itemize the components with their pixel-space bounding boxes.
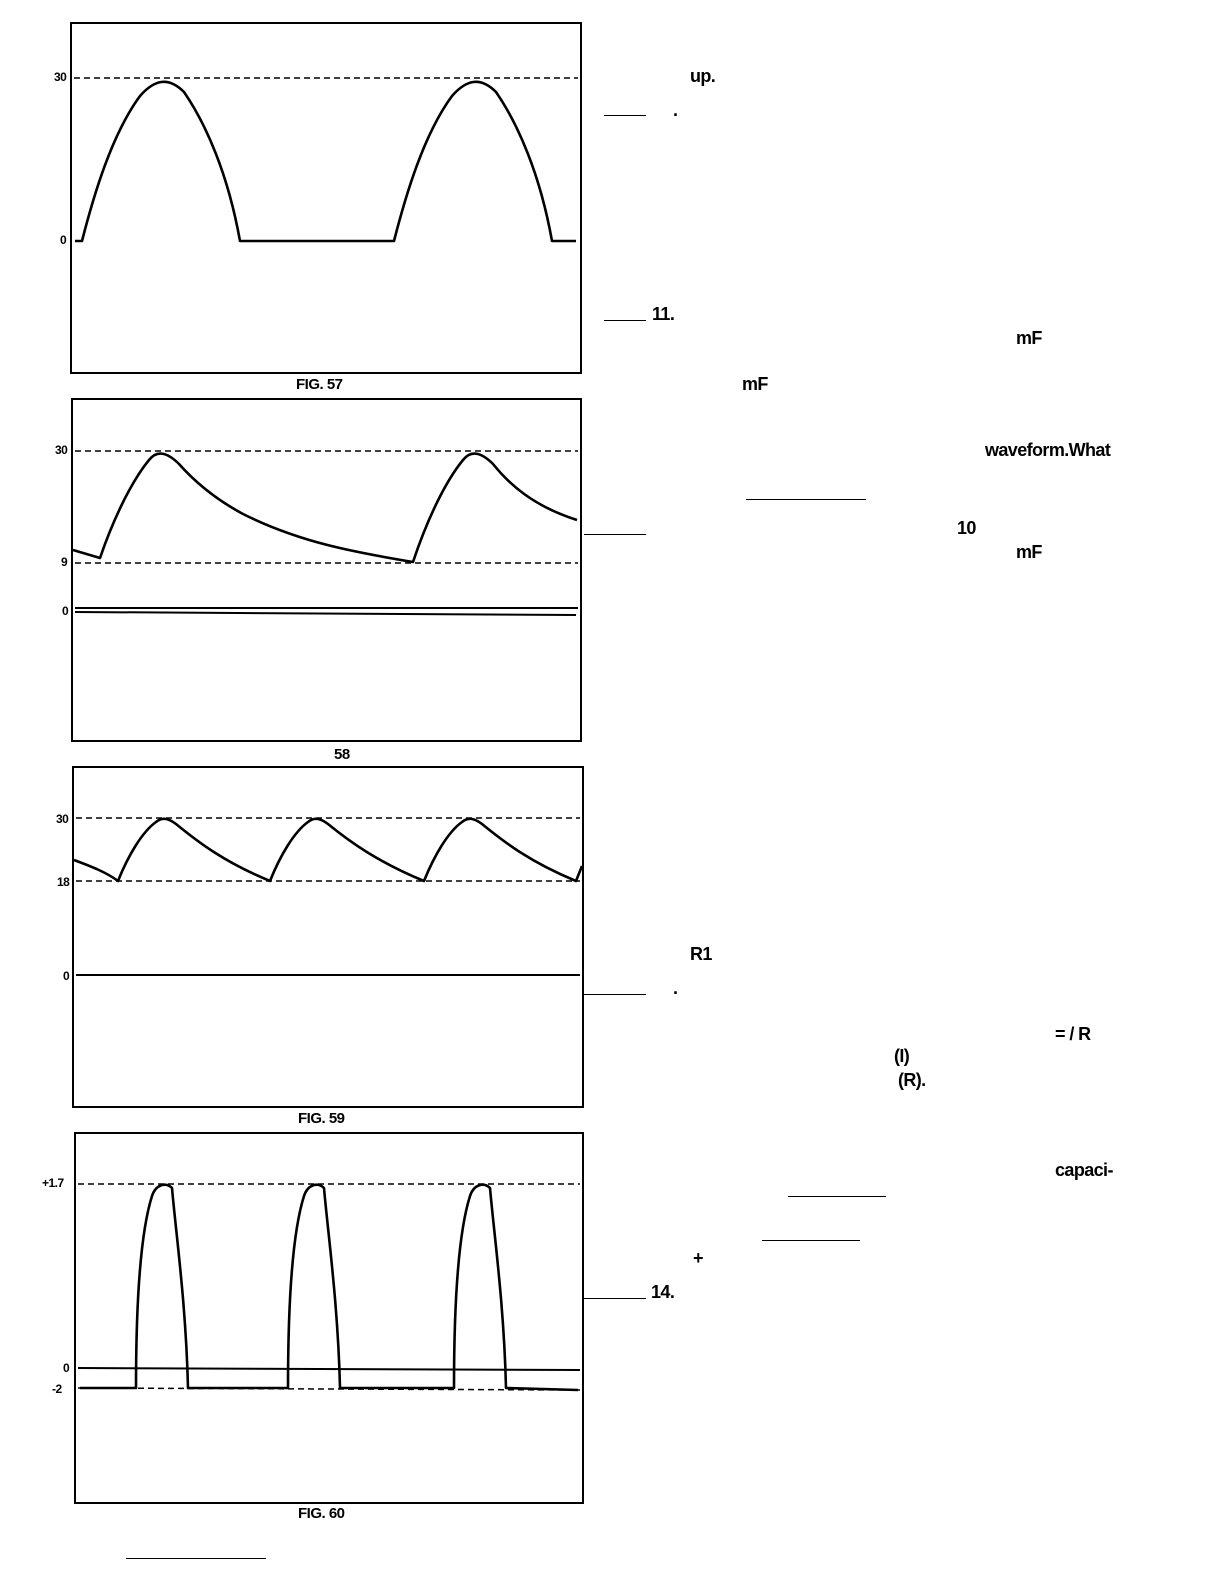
answer-blank	[584, 994, 646, 995]
figure-60	[74, 1132, 584, 1504]
ref-line-minus-2	[78, 1388, 580, 1390]
y-label-0: 0	[62, 604, 69, 618]
figure-caption: FIG. 60	[298, 1505, 345, 1522]
figure-58	[71, 398, 582, 742]
baseline	[75, 612, 576, 615]
figure-caption: FIG. 59	[298, 1110, 345, 1127]
text-mf: mF	[1016, 542, 1042, 562]
figure-57-plot	[72, 24, 580, 372]
figure-caption: FIG. 57	[296, 376, 343, 393]
waveform-trace	[80, 1185, 578, 1390]
figure-57	[70, 22, 582, 374]
text-mf: mF	[1016, 328, 1042, 348]
y-label-0: 0	[63, 969, 70, 983]
y-label-18: 18	[57, 875, 70, 889]
fill-in-blank	[746, 499, 866, 500]
waveform-trace	[75, 82, 576, 241]
figure-59-plot	[74, 768, 582, 1106]
text-up: up.	[690, 66, 716, 86]
fill-in-blank	[762, 1240, 860, 1241]
figure-60-plot	[76, 1134, 582, 1502]
text-dot: .	[673, 100, 678, 120]
y-label-30: 30	[55, 443, 68, 457]
text-r: (R).	[898, 1070, 926, 1090]
y-label-0: 0	[60, 233, 67, 247]
answer-blank	[584, 534, 646, 535]
text-eq-r: = / R	[1055, 1024, 1091, 1044]
text-plus: +	[693, 1248, 703, 1268]
y-label-30: 30	[54, 70, 67, 84]
answer-blank	[584, 1298, 646, 1299]
fill-in-blank	[126, 1558, 266, 1559]
text-capaci: capaci-	[1055, 1160, 1113, 1180]
answer-blank	[604, 115, 646, 116]
text-dot: .	[673, 978, 678, 998]
text-ten: 10	[957, 518, 976, 538]
y-label-plus-1.7: +1.7	[42, 1176, 64, 1190]
figure-59	[72, 766, 584, 1108]
text-item-14: 14.	[651, 1282, 675, 1302]
y-label-0: 0	[63, 1361, 70, 1375]
answer-blank	[604, 320, 646, 321]
y-label-30: 30	[56, 812, 69, 826]
figure-caption: 58	[334, 746, 350, 763]
text-i: (I)	[894, 1046, 910, 1066]
figure-58-plot	[73, 400, 580, 740]
text-item-11: 11.	[652, 304, 675, 324]
y-label-minus-2: -2	[52, 1382, 62, 1396]
text-r1: R1	[690, 944, 712, 964]
text-waveform-what: waveform.What	[985, 440, 1111, 460]
text-mf: mF	[742, 374, 768, 394]
waveform-trace	[74, 819, 582, 881]
waveform-trace	[73, 454, 577, 562]
fill-in-blank	[788, 1196, 886, 1197]
y-label-9: 9	[61, 555, 68, 569]
